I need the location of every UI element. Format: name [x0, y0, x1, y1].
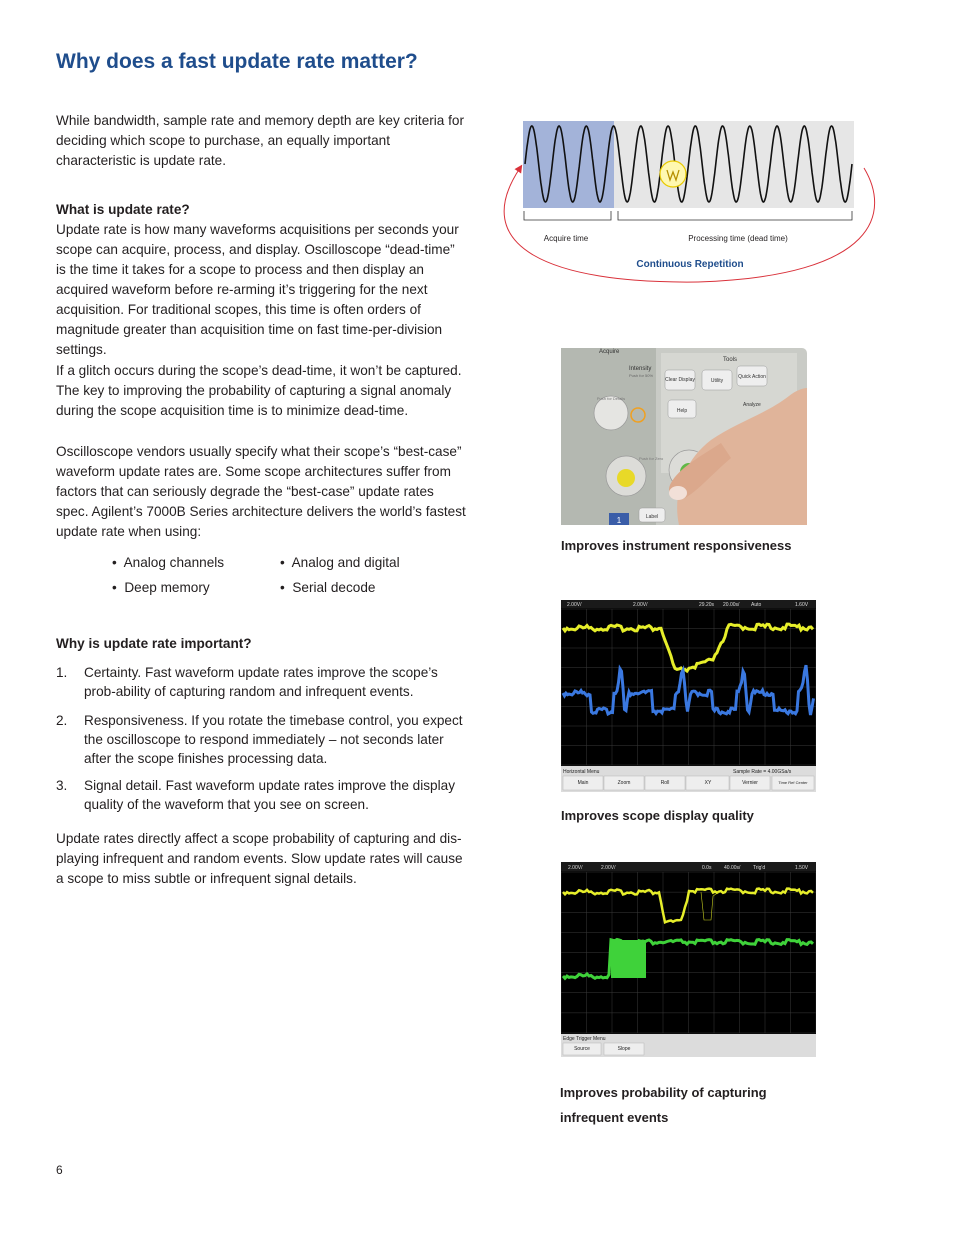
scope-screen-infrequent-events [561, 862, 816, 1057]
softkey-main[interactable]: Main [577, 780, 589, 786]
time-position: 29.20s [699, 602, 715, 608]
ch2-scale: 2.00V/ [633, 602, 648, 608]
why-heading: Why is update rate important? [56, 636, 252, 651]
photo-caption: Improves instrument responsiveness [561, 538, 792, 553]
trigger-level: 1.60V [795, 602, 809, 608]
screen2-caption-line2: infrequent events [560, 1110, 669, 1125]
screen2-caption [560, 1080, 767, 1130]
quick-action-button: Quick Action [738, 374, 766, 380]
what-heading: What is update rate? [56, 202, 190, 217]
glitch-marker [660, 161, 686, 187]
label-tools: Tools [723, 357, 738, 363]
softkey-roll[interactable]: Roll [660, 780, 670, 786]
label-push-details: Push for Details [596, 396, 626, 401]
screen2-caption-line1: Improves probability of capturing [560, 1085, 767, 1100]
label-push-zero: Push for Zero [639, 456, 664, 461]
label-push50: Push for 50% [629, 373, 654, 378]
help-button: Help [676, 408, 688, 414]
processing-bracket [618, 211, 852, 220]
softkey-slope[interactable]: Slope [617, 1046, 631, 1052]
bullet-item: • Serial decode [280, 580, 376, 595]
page-number: 6 [56, 1163, 63, 1177]
list-item: 3. Signal detail. Fast waveform update rates improve the display quality of the waveform that you see on screen. [56, 778, 455, 812]
horizontal-menu-title: Horizontal Menu [563, 769, 600, 775]
label-intensity: Intensity [629, 366, 652, 372]
vendors-paragraph: Oscilloscope vendors usually specify what their scope’s “best-case” waveform update rates are. Some scope architectures suffer from factors that can seriously degrade the “best-case” update rates spec. Agilent’s 7000B Series architecture delivers the world’s fastest update rate when using: [56, 444, 466, 539]
closing-paragraph: Update rates directly affect a scope probability of capturing and dis-playing infrequent and random events. Slow update rates will cause a scope to miss subtle or infrequent signal details. [56, 831, 463, 886]
yellow-channel-button [617, 469, 635, 487]
glitch-paragraph: If a glitch occurs during the scope’s dead-time, it won’t be captured. The key to improving the probability of capturing a signal anomaly during the scope acquisition time is to minimize dead-time. [56, 363, 462, 418]
processing-time-label: Processing time (dead time) [688, 234, 788, 243]
front-panel-photo [561, 348, 807, 525]
softkey-source[interactable]: Source [574, 1046, 590, 1052]
ch2-scale: 2.00V/ [601, 865, 616, 871]
list-item: 1. Certainty. Fast waveform update rates improve the scope’s prob-ability of capturing random and infrequent events. [56, 665, 438, 699]
ch1-scale: 2.00V/ [567, 602, 582, 608]
bullet-item: • Deep memory [112, 580, 210, 595]
channel-1-label: 1 [616, 516, 622, 525]
softkey-time-ref[interactable]: Time Ref Center [778, 780, 808, 785]
label-button: Label [645, 514, 659, 520]
acquire-time-label: Acquire time [543, 234, 589, 243]
softkey-zoom[interactable]: Zoom [617, 780, 631, 786]
time-scale: 20.00s/ [723, 602, 740, 608]
bullet-item: • Analog and digital [280, 555, 400, 570]
acquire-region [523, 121, 614, 208]
time-scale: 40.00s/ [724, 865, 741, 871]
green-envelope [611, 940, 646, 978]
intro-paragraph: While bandwidth, sample rate and memory depth are key criteria for deciding which scope to purchase, an equally important characteristic is update rate. [56, 113, 464, 168]
screen1-caption: Improves scope display quality [561, 808, 754, 823]
continuous-repetition-label: Continuous Repetition [636, 259, 744, 270]
sample-rate: Sample Rate = 4.00GSa/s [733, 769, 792, 775]
importance-list [56, 663, 468, 814]
what-body: Update rate is how many waveforms acquisitions per seconds your scope can acquire, process, and display. Oscilloscope “dead-time” is the time it takes for a scope to process and then display an acquired waveform before re-arming it’s triggering for the next acquisition. For traditional scopes, this time is often orders of magnitude greater than acquisition time on fast time-per-division settings. [56, 222, 459, 357]
clear-display-button: Clear Display [665, 377, 695, 383]
trigger-level: 1.50V [795, 865, 809, 871]
utility-button: Utility [710, 378, 724, 384]
softkey-vernier[interactable]: Vernier [742, 780, 758, 786]
bullet-item: • Analog channels [112, 555, 225, 570]
softkey-xy[interactable]: XY [704, 780, 712, 786]
edge-trigger-menu-title: Edge Trigger Menu [563, 1036, 606, 1042]
time-position: 0.0s [702, 865, 712, 871]
ch1-scale: 2.00V/ [568, 865, 583, 871]
what-section [56, 200, 468, 360]
label-acquire: Acquire [599, 349, 620, 355]
page-title: Why does a fast update rate matter? [56, 50, 418, 73]
update-rate-diagram [488, 116, 888, 288]
knob [594, 396, 628, 430]
list-item: 2. Responsiveness. If you rotate the timebase control, you expect the oscilloscope to respond immediately – not seconds later after the scope finishes processing data. [56, 713, 463, 766]
fingernail [669, 486, 687, 500]
acquire-bracket [524, 211, 611, 220]
trigger-mode: Auto [751, 602, 762, 608]
trigger-status: Trig'd [753, 865, 766, 871]
scope-screen-display-quality [561, 600, 816, 792]
label-analyze: Analyze [743, 402, 761, 408]
